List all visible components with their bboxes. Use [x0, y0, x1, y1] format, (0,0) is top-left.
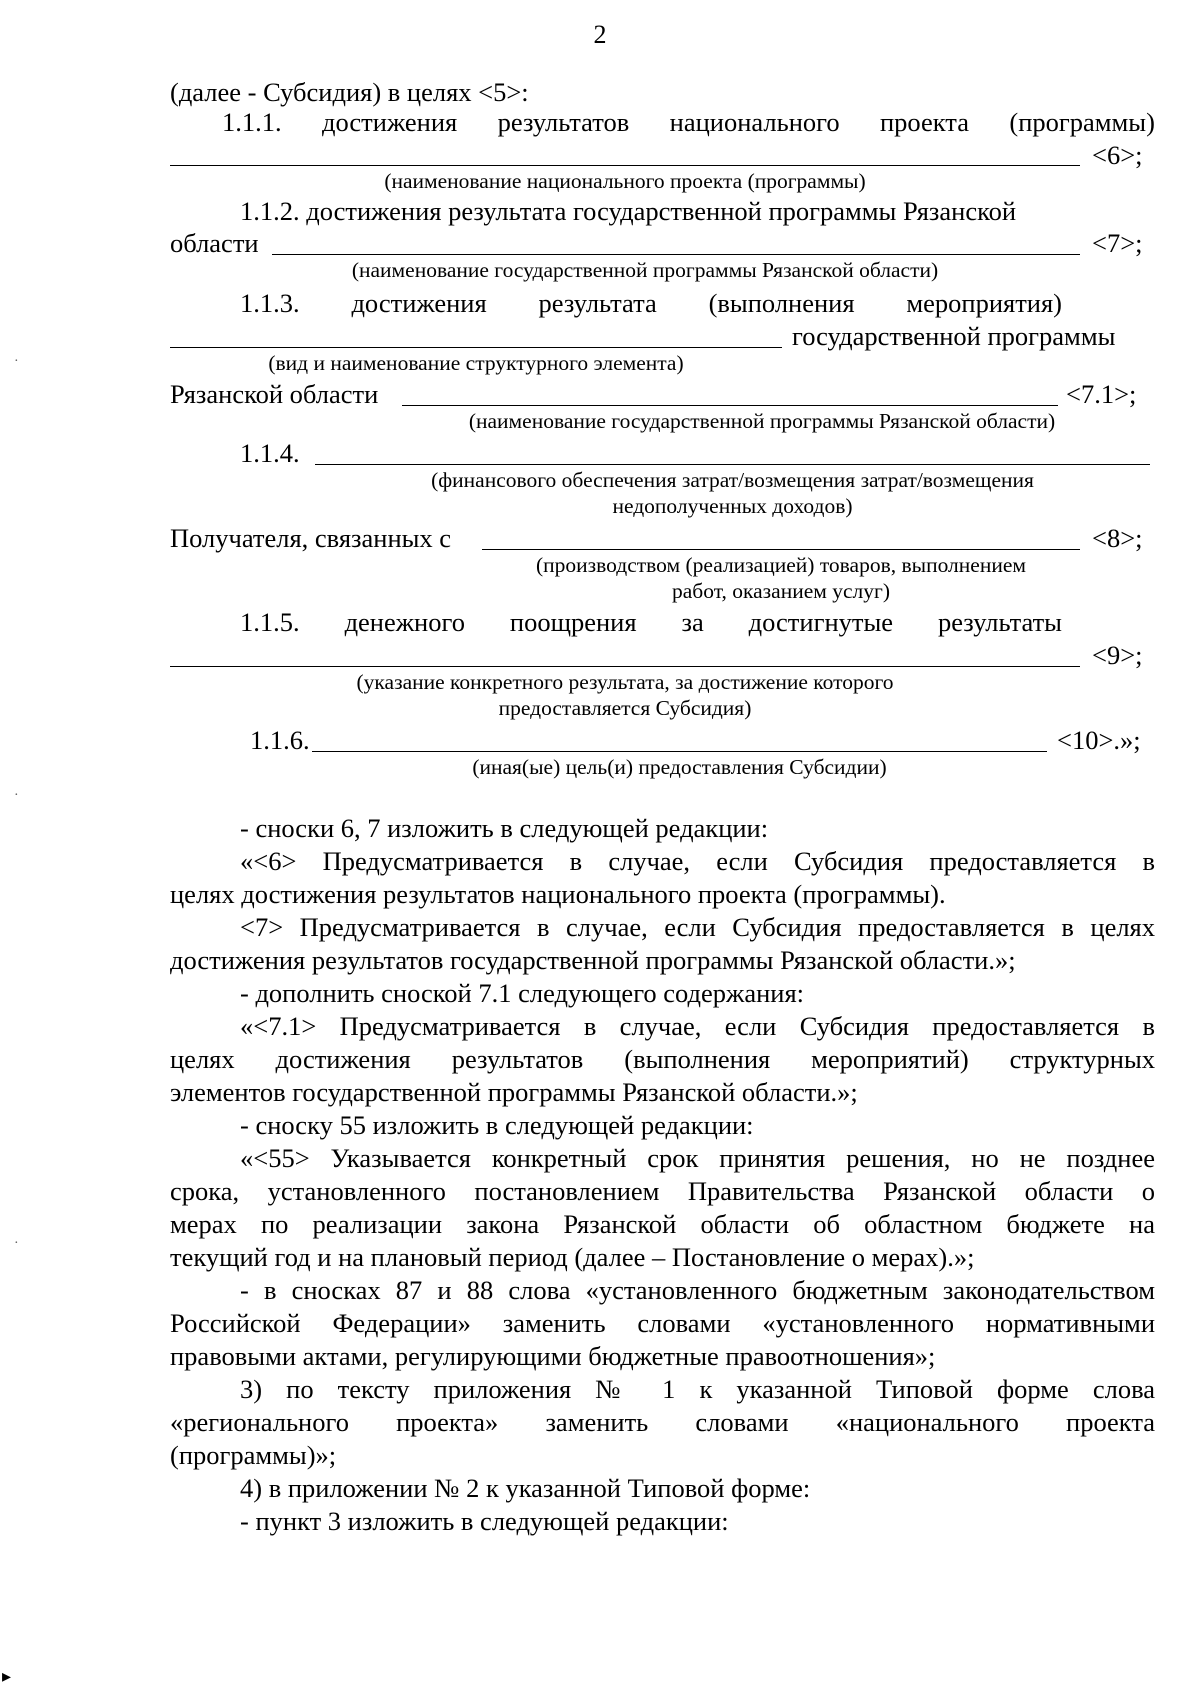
body-line: элементов государственной программы Рязанской области.»;	[170, 1077, 858, 1107]
caption-goods-1: (производством (реализацией) товаров, выполнением	[536, 553, 1026, 577]
footnote-ref-9: <9>;	[1092, 640, 1143, 670]
body-line: «<55> Указывается конкретный срок принятия решения, но не позднее	[240, 1143, 1155, 1173]
caption-goods-2: работ, оказанием услуг)	[672, 579, 890, 603]
page-number: 2	[593, 20, 607, 49]
clause-1-1-1-word: достижения	[322, 107, 458, 137]
blank-line-1-1-4	[315, 464, 1150, 465]
clause-intro: (далее - Субсидия) в целях <5>:	[170, 77, 529, 107]
clause-1-1-5-word: за	[681, 607, 704, 637]
caption-state-program-2: (наименование государственной программы Рязанской области)	[468, 409, 1056, 433]
caption-other-goal: (иная(ые) цель(и) предоставления Субсидии)	[472, 755, 887, 779]
clause-1-1-3-suffix: государственной программы	[792, 321, 1116, 351]
caption-national-project: (наименование национального проекта (программы)	[384, 169, 866, 193]
body-line: правовыми актами, регулирующими бюджетные правоотношения»;	[170, 1341, 936, 1371]
scan-speck: ·	[14, 354, 19, 369]
clause-1-1-1-number: 1.1.1.	[222, 107, 282, 137]
footnote-ref-7-1: <7.1>;	[1066, 379, 1137, 409]
footnote-ref-10: <10>.»;	[1057, 725, 1141, 755]
body-line: - пункт 3 изложить в следующей редакции:	[240, 1506, 729, 1536]
body-line: 4) в приложении № 2 к указанной Типовой форме:	[240, 1473, 811, 1503]
clause-1-1-5-word: денежного	[344, 607, 465, 637]
clause-1-1-5-line	[240, 606, 1062, 638]
clause-1-1-1-word: национального	[669, 107, 840, 137]
body-line: целях достижения результатов национального проекта (программы).	[170, 879, 946, 909]
scan-speck: ·	[14, 1236, 19, 1251]
clause-1-1-5-word: поощрения	[509, 607, 637, 637]
blank-line-1-1-3-element	[170, 347, 782, 348]
body-line: (программы)»;	[170, 1440, 337, 1470]
clause-1-1-5-word: результаты	[937, 607, 1062, 637]
footnote-ref-7: <7>;	[1092, 228, 1143, 258]
clause-1-1-3-word: мероприятия)	[906, 288, 1062, 318]
clause-1-1-3-word: результата	[538, 288, 657, 318]
body-line: целях достижения результатов (выполнения мероприятий) структурных	[170, 1044, 1155, 1074]
body-line: «регионального проекта» заменить словами «национального проекта	[170, 1407, 1155, 1437]
caption-result-1: (указание конкретного результата, за достижение которого	[356, 670, 894, 694]
clause-1-1-2-text: 1.1.2. достижения результата государственной программы Рязанской	[240, 196, 1017, 226]
body-line: достижения результатов государственной программы Рязанской области.»;	[170, 945, 1016, 975]
clause-1-1-3-word: достижения	[351, 288, 487, 318]
body-line: мерах по реализации закона Рязанской области об областном бюджете на	[170, 1209, 1155, 1239]
clause-1-1-3-prefix: Рязанской области	[170, 379, 379, 409]
caption-state-program: (наименование государственной программы Рязанской области)	[351, 258, 939, 282]
clause-1-1-1-word: результатов	[497, 107, 630, 137]
clause-1-1-3-word: (выполнения	[708, 288, 855, 318]
clause-1-1-4-prefix: Получателя, связанных с	[170, 523, 452, 553]
blank-line-1-1-1	[170, 165, 1080, 166]
body-line: Российской Федерации» заменить словами «установленного нормативными	[170, 1308, 1155, 1338]
blank-line-1-1-2	[272, 254, 1080, 255]
body-line: текущий год и на плановый период (далее – Постановление о мерах).»;	[170, 1242, 975, 1272]
body-line: - в сносках 87 и 88 слова «установленного бюджетным законодательством	[240, 1275, 1155, 1305]
caption-financing-1: (финансового обеспечения затрат/возмещения затрат/возмещения	[431, 468, 1034, 492]
caption-structural-element: (вид и наименование структурного элемента)	[268, 351, 684, 375]
clause-1-1-2-prefix: области	[170, 228, 259, 258]
clause-1-1-4-number: 1.1.4.	[240, 438, 300, 468]
body-line: «<6> Предусматривается в случае, если Субсидия предоставляется в	[240, 846, 1155, 876]
clause-1-1-1-line	[222, 106, 1155, 138]
scan-speck: ·	[14, 788, 19, 803]
clause-1-1-3-line	[240, 287, 1062, 319]
clause-1-1-3-word: 1.1.3.	[240, 288, 300, 318]
body-line: <7> Предусматривается в случае, если Субсидия предоставляется в целях	[240, 912, 1155, 942]
blank-line-1-1-6	[312, 751, 1047, 752]
body-line: «<7.1> Предусматривается в случае, если Субсидия предоставляется в	[240, 1011, 1155, 1041]
body-line: - дополнить сноской 7.1 следующего содержания:	[240, 978, 805, 1008]
footnote-ref-8: <8>;	[1092, 523, 1143, 553]
blank-line-1-1-5	[170, 666, 1080, 667]
body-line: - сноску 55 изложить в следующей редакции:	[240, 1110, 754, 1140]
body-line: - сноски 6, 7 изложить в следующей редакции:	[240, 813, 769, 843]
scan-speck: ▸	[2, 1666, 12, 1686]
clause-1-1-5-word: 1.1.5.	[240, 607, 300, 637]
clause-1-1-5-word: достигнутые	[748, 607, 894, 637]
blank-line-1-1-4-goods	[482, 549, 1080, 550]
blank-line-1-1-3-program	[402, 405, 1058, 406]
caption-result-2: предоставляется Субсидия)	[498, 696, 752, 720]
footnote-ref-6: <6>;	[1092, 140, 1143, 170]
clause-1-1-6-number: 1.1.6.	[250, 725, 310, 755]
body-line: 3) по тексту приложения № 1 к указанной Типовой форме слова	[240, 1374, 1155, 1404]
body-line: срока, установленного постановлением Правительства Рязанской области о	[170, 1176, 1155, 1206]
clause-1-1-1-word: проекта	[880, 107, 969, 137]
caption-financing-2: недополученных доходов)	[612, 494, 853, 518]
clause-1-1-1-word: (программы)	[1009, 107, 1155, 137]
